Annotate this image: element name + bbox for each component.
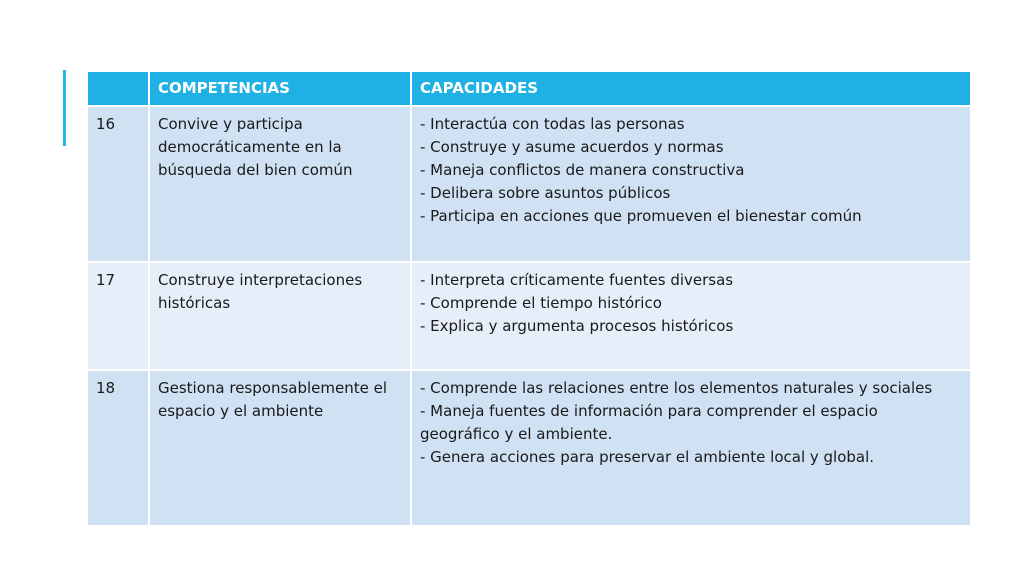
capacidad-item: - Genera acciones para preservar el ambiente local y global. — [420, 448, 875, 466]
competencia-cell: Convive y participa democráticamente en la búsqueda del bien común — [149, 106, 411, 262]
row-number: 16 — [87, 106, 149, 262]
capacidades-cell — [411, 370, 971, 526]
table-row — [87, 106, 971, 262]
capacidad-item: - Construye y asume acuerdos y normas — [420, 138, 724, 156]
row-number: 17 — [87, 262, 149, 370]
capacidad-item: - Participa en acciones que promueven el bienestar común — [420, 207, 862, 225]
capacidad-item: - Maneja conflictos de manera constructiva — [420, 161, 745, 179]
header-number — [87, 71, 149, 106]
table-row — [87, 370, 971, 526]
competencia-cell: Gestiona responsablemente el espacio y el ambiente — [149, 370, 411, 526]
capacidad-item: - Comprende el tiempo histórico — [420, 294, 662, 312]
capacidad-item: - Comprende las relaciones entre los elementos naturales y sociales — [420, 379, 933, 397]
row-number: 18 — [87, 370, 149, 526]
capacidad-item: - Interpreta críticamente fuentes diversas — [420, 271, 734, 289]
capacidad-item: - Explica y argumenta procesos históricos — [420, 317, 734, 335]
table-header-row — [87, 71, 971, 106]
header-capacidades: CAPACIDADES — [411, 71, 971, 106]
capacidad-item: - Maneja fuentes de información para comprender el espacio geográfico y el ambiente. — [420, 402, 878, 443]
capacidad-item: - Interactúa con todas las personas — [420, 115, 685, 133]
header-competencias: COMPETENCIAS — [149, 71, 411, 106]
competencia-cell: Construye interpretaciones históricas — [149, 262, 411, 370]
capacidades-cell — [411, 262, 971, 370]
capacidades-cell — [411, 106, 971, 262]
slide-accent-bar — [63, 70, 66, 146]
capacidad-item: - Delibera sobre asuntos públicos — [420, 184, 671, 202]
competencias-table — [86, 70, 972, 527]
table-row — [87, 262, 971, 370]
